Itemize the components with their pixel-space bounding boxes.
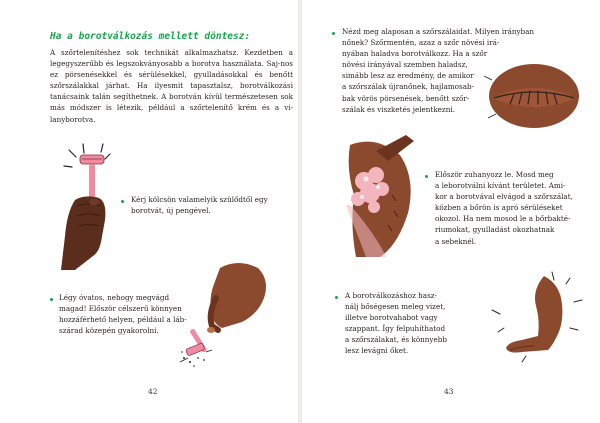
- leg-icon: [482, 270, 592, 370]
- page-number: 42: [148, 387, 158, 396]
- bullet-warm-water: [345, 290, 480, 357]
- bullet-line: bak vörös pörsenések, benőtt szőr-: [342, 93, 470, 103]
- bullet-line: Légy óvatos, nehogy megvágd: [59, 293, 170, 302]
- bullet-line: simább lesz az eredmény, de amikor: [342, 71, 474, 81]
- bullet-borrow-razor: [131, 194, 281, 216]
- bullet-be-careful: [59, 292, 199, 336]
- page-title: Ha a borotválkozás mellett döntesz:: [50, 31, 251, 42]
- bullet-shower-first: [435, 169, 585, 247]
- bullet-line: a szőrszálakat, és könnyebb: [345, 335, 447, 345]
- intro-paragraph: A szőrtelenítéshez sok technikát alkalmazhatsz. Kezdetben a legegyszerűbb és legszokványosabb a borotva használata. Saj-nos ez pörsenésekkel és sérülésekkel, gyulladásokkal és benőtt szőrszálakkal járhat. Ha ilyesmit tapasztalsz, borotválkozási tanácsaink talán segíthetnek. A borotván kívül természetesen sok más módszer is létezik, például a szőrtelenítő krém és a vi-lanyborotva.: [50, 48, 293, 124]
- bullet-line: borotvát, új pengével.: [131, 206, 211, 216]
- eye-hair-closeup-icon: [484, 58, 584, 132]
- bullet-line: a leborotválni kívánt területet. Ami-: [435, 181, 566, 191]
- bullet-line: növési irányával szemben haladsz,: [342, 60, 468, 70]
- bullet-line: hozzáférhető helyen, például a láb-: [59, 315, 187, 325]
- bullet-marker: [425, 175, 428, 178]
- bullet-marker: [121, 200, 124, 203]
- bullet-line: magad! Először célszerű könnyen: [59, 304, 182, 314]
- bullet-line: szálak és viszketés jelentkezni.: [342, 104, 455, 114]
- left-page: [0, 0, 298, 423]
- bullet-line: közben a bőrön is apró sérüléseket: [435, 203, 563, 213]
- bullet-line: a szőrszálak újranőnek, hajlamosab-: [342, 82, 475, 92]
- bullet-line: Nézd meg alaposan a szőrszálaidat. Milyen irányban: [342, 27, 535, 36]
- bullet-marker: [332, 32, 335, 35]
- bullet-line: A borotválkozáshoz hasz-: [345, 291, 437, 300]
- bullet-line: Kérj kölcsön valamelyik szülődtől egy: [131, 195, 268, 204]
- bullet-line: nyában haladva borotválkozz. Ha a szőr: [342, 49, 488, 59]
- bullet-line: illetve borotvahabot vagy: [345, 313, 438, 323]
- bullet-line: riumokat, gyulladást okozhatnak: [435, 225, 555, 235]
- bullet-line: nálj bőségesen meleg vizet,: [345, 302, 446, 312]
- bullet-marker: [50, 298, 53, 301]
- bullet-line: szárad közepén gyakorolni.: [59, 326, 159, 336]
- bullet-line: nőnek? Szőrmentén, azaz a szőr növési irá-: [342, 38, 500, 48]
- arm-washing-foam-icon: [336, 135, 426, 260]
- page-number: 43: [444, 387, 454, 396]
- bullet-line: Először zuhanyozz le. Mosd meg: [435, 170, 554, 179]
- bullet-line: kor a borotvával elvágod a szőrszálat,: [435, 192, 573, 202]
- bullet-marker: [335, 296, 338, 299]
- bullet-line: a sebeknél.: [435, 236, 477, 246]
- right-page: [302, 0, 600, 423]
- hand-holding-razor-icon: [55, 140, 125, 280]
- bullet-line: szappant. Így felpuhíthatod: [345, 324, 446, 334]
- bullet-line: okozol. Ha nem mosod le a bőrbakté-: [435, 214, 571, 224]
- bullet-line: lesz levágni őket.: [345, 346, 409, 356]
